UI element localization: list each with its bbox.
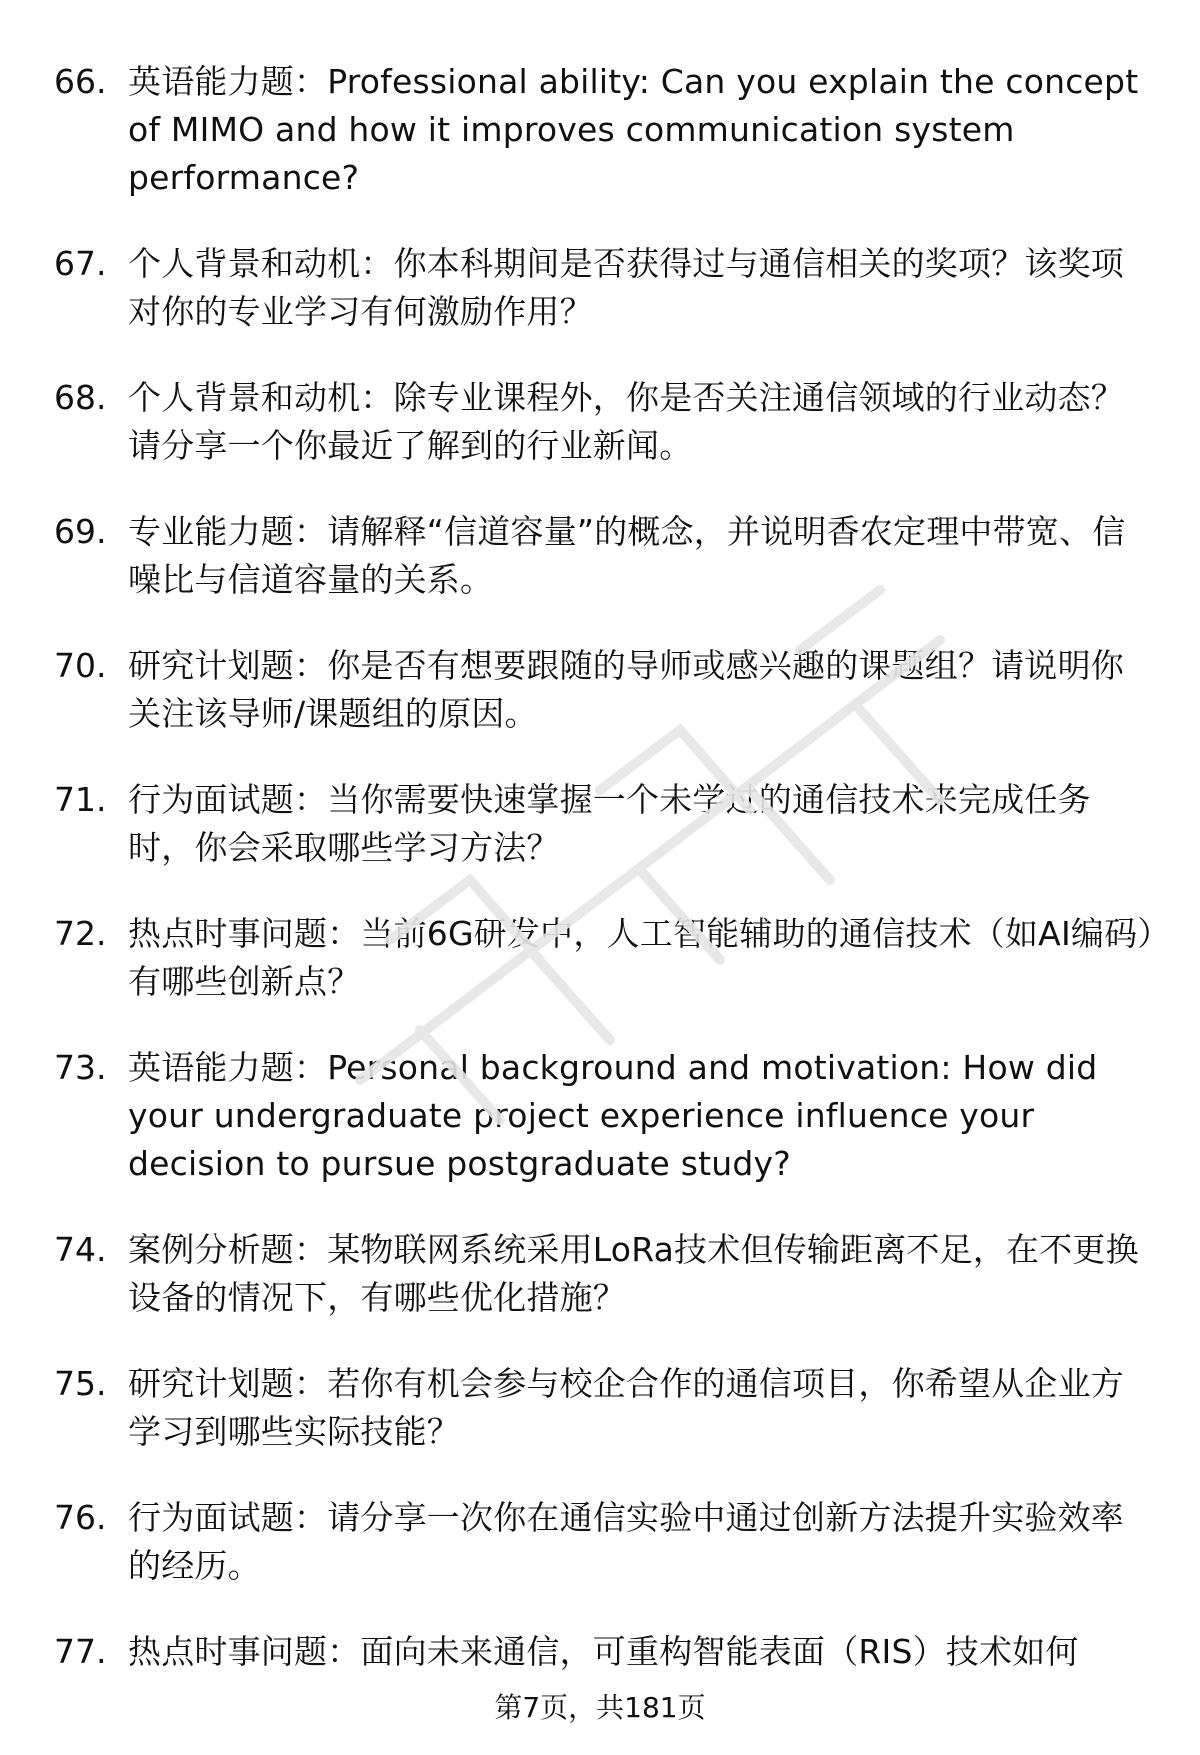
question-text: 行为面试题：请分享一次你在通信实验中通过创新方法提升实验效率的经历。 [128, 1498, 1124, 1585]
question-item [54, 1226, 1154, 1322]
question-item [54, 642, 1154, 738]
question-number: 74. [54, 1230, 107, 1269]
question-text: 热点时事问题：面向未来通信，可重构智能表面（RIS）技术如何 [128, 1632, 1079, 1671]
question-text: 案例分析题：某物联网系统采用LoRa技术但传输距离不足，在不更换设备的情况下，有哪些优化措施？ [128, 1230, 1139, 1317]
question-item [54, 1044, 1154, 1188]
question-text: 热点时事问题：当前6G研发中，人工智能辅助的通信技术（如AI编码）有哪些创新点？ [128, 914, 1154, 1001]
question-number: 77. [54, 1632, 107, 1671]
question-number: 67. [54, 244, 107, 283]
question-text: 研究计划题：若你有机会参与校企合作的通信项目，你希望从企业方学习到哪些实际技能？ [128, 1364, 1124, 1451]
question-number: 68. [54, 378, 107, 417]
question-number: 73. [54, 1048, 107, 1087]
question-item [54, 374, 1154, 470]
question-text: 专业能力题：请解释“信道容量”的概念，并说明香农定理中带宽、信噪比与信道容量的关系。 [128, 512, 1126, 599]
question-item [54, 508, 1154, 604]
question-text: 行为面试题：当你需要快速掌握一个未学过的通信技术来完成任务时，你会采取哪些学习方法？ [128, 780, 1091, 867]
question-number: 72. [54, 914, 107, 953]
question-list [54, 58, 1154, 1714]
question-text: 个人背景和动机：除专业课程外，你是否关注通信领域的行业动态？请分享一个你最近了解到的行业新闻。 [128, 378, 1124, 465]
question-item [54, 240, 1154, 336]
question-item [54, 776, 1154, 872]
question-number: 71. [54, 780, 107, 819]
question-number: 70. [54, 646, 107, 685]
question-text: 研究计划题：你是否有想要跟随的导师或感兴趣的课题组？请说明你关注该导师/课题组的原因。 [128, 646, 1124, 733]
question-item [54, 58, 1154, 202]
question-number: 66. [54, 62, 107, 101]
page-footer: 第7页，共181页 [494, 1691, 706, 1724]
question-number: 76. [54, 1498, 107, 1537]
question-number: 69. [54, 512, 107, 551]
question-number: 75. [54, 1364, 107, 1403]
question-item [54, 1360, 1154, 1456]
question-item [54, 910, 1154, 1006]
question-item [54, 1494, 1154, 1590]
question-text: 英语能力题：Professional ability: Can you explain the concept of MIMO and how it improves communication system performance? [128, 62, 1139, 197]
question-item [54, 1628, 1154, 1676]
question-text: 个人背景和动机：你本科期间是否获得过与通信相关的奖项？该奖项对你的专业学习有何激励作用？ [128, 244, 1124, 331]
question-text: 英语能力题：Personal background and motivation: How did your undergraduate project experience influence your decision to pursue postgraduate study? [128, 1048, 1098, 1183]
